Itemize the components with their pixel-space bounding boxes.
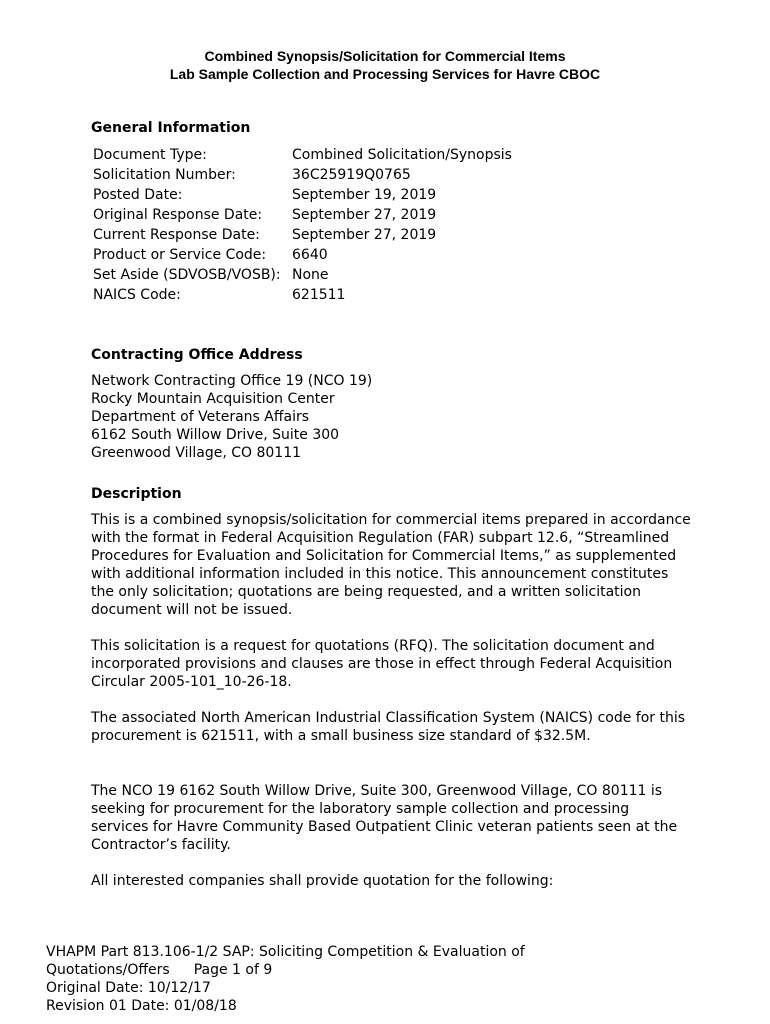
page-number: Page 1 of 9	[193, 962, 273, 978]
header-subtitle: Lab Sample Collection and Processing Services for Havre CBOC	[169, 66, 601, 82]
info-value: 621511	[292, 287, 346, 303]
general-information-heading: General Information	[91, 120, 251, 136]
info-label: Posted Date:	[93, 187, 183, 203]
address-line: Department of Veterans Affairs	[91, 409, 310, 425]
info-row-set-aside	[93, 265, 512, 285]
header-title: Combined Synopsis/Solicitation for Commercial Items	[204, 48, 566, 64]
info-label: NAICS Code:	[93, 287, 181, 303]
footer-original-date: Original Date: 10/12/17	[46, 980, 211, 996]
description-paragraph: This solicitation is a request for quotations (RFQ). The solicitation document and incorporated provisions and clauses are those in effect through Federal Acquisition Circular 2005-101_10-26-18.	[91, 638, 673, 690]
footer-line: VHAPM Part 813.106-1/2 SAP: Soliciting Competition & Evaluation of	[46, 944, 525, 960]
info-value: 6640	[292, 247, 328, 263]
info-label: Solicitation Number:	[93, 167, 236, 183]
info-row-posted-date	[93, 185, 512, 205]
contracting-office-heading: Contracting Office Address	[91, 347, 303, 363]
info-label: Set Aside (SDVOSB/VOSB):	[93, 267, 281, 283]
info-value: September 19, 2019	[292, 187, 437, 203]
info-value: Combined Solicitation/Synopsis	[292, 147, 512, 163]
contracting-office-address	[91, 372, 372, 462]
info-row-document-type	[93, 145, 512, 165]
description-paragraph: This is a combined synopsis/solicitation for commercial items prepared in accordance with the format in Federal Acquisition Regulation (FAR) subpart 12.6, “Streamlined Procedures for Evaluation and Solicitation for Commercial Items,” as supplemented with additional information included in this notice. This announcement constitutes the only solicitation; quotations are being requested, and a written solicitation document will not be issued.	[91, 512, 691, 618]
document-footer	[46, 943, 525, 1015]
description-paragraph: The NCO 19 6162 South Willow Drive, Suite 300, Greenwood Village, CO 80111 is seeking for procurement for the laboratory sample collection and processing services for Havre Community Based Outpatient Clinic veteran patients seen at the Contractor’s facility.	[91, 783, 678, 853]
description-heading: Description	[91, 486, 182, 502]
info-row-original-response-date	[93, 205, 512, 225]
footer-line-with-page	[46, 961, 525, 979]
info-value: September 27, 2019	[292, 207, 437, 223]
address-line: Rocky Mountain Acquisition Center	[91, 391, 335, 407]
footer-revision-date: Revision 01 Date: 01/08/18	[46, 998, 237, 1014]
general-information-table	[93, 145, 512, 305]
info-value: 36C25919Q0765	[292, 167, 411, 183]
info-label: Document Type:	[93, 147, 207, 163]
description-paragraph: All interested companies shall provide quotation for the following:	[91, 873, 554, 889]
address-line: Network Contracting Office 19 (NCO 19)	[91, 373, 373, 389]
info-label: Current Response Date:	[93, 227, 260, 243]
footer-text: Quotations/Offers	[46, 962, 170, 978]
info-row-solicitation-number	[93, 165, 512, 185]
info-value: September 27, 2019	[292, 227, 437, 243]
description-paragraph: The associated North American Industrial Classification System (NAICS) code for this procurement is 621511, with a small business size standard of $32.5M.	[91, 710, 686, 744]
address-line: Greenwood Village, CO 80111	[91, 445, 302, 461]
info-row-current-response-date	[93, 225, 512, 245]
info-label: Original Response Date:	[93, 207, 263, 223]
info-value: None	[292, 267, 329, 283]
info-label: Product or Service Code:	[93, 247, 267, 263]
info-row-naics-code	[93, 285, 512, 305]
info-row-product-service-code	[93, 245, 512, 265]
address-line: 6162 South Willow Drive, Suite 300	[91, 427, 340, 443]
document-header	[0, 47, 770, 83]
